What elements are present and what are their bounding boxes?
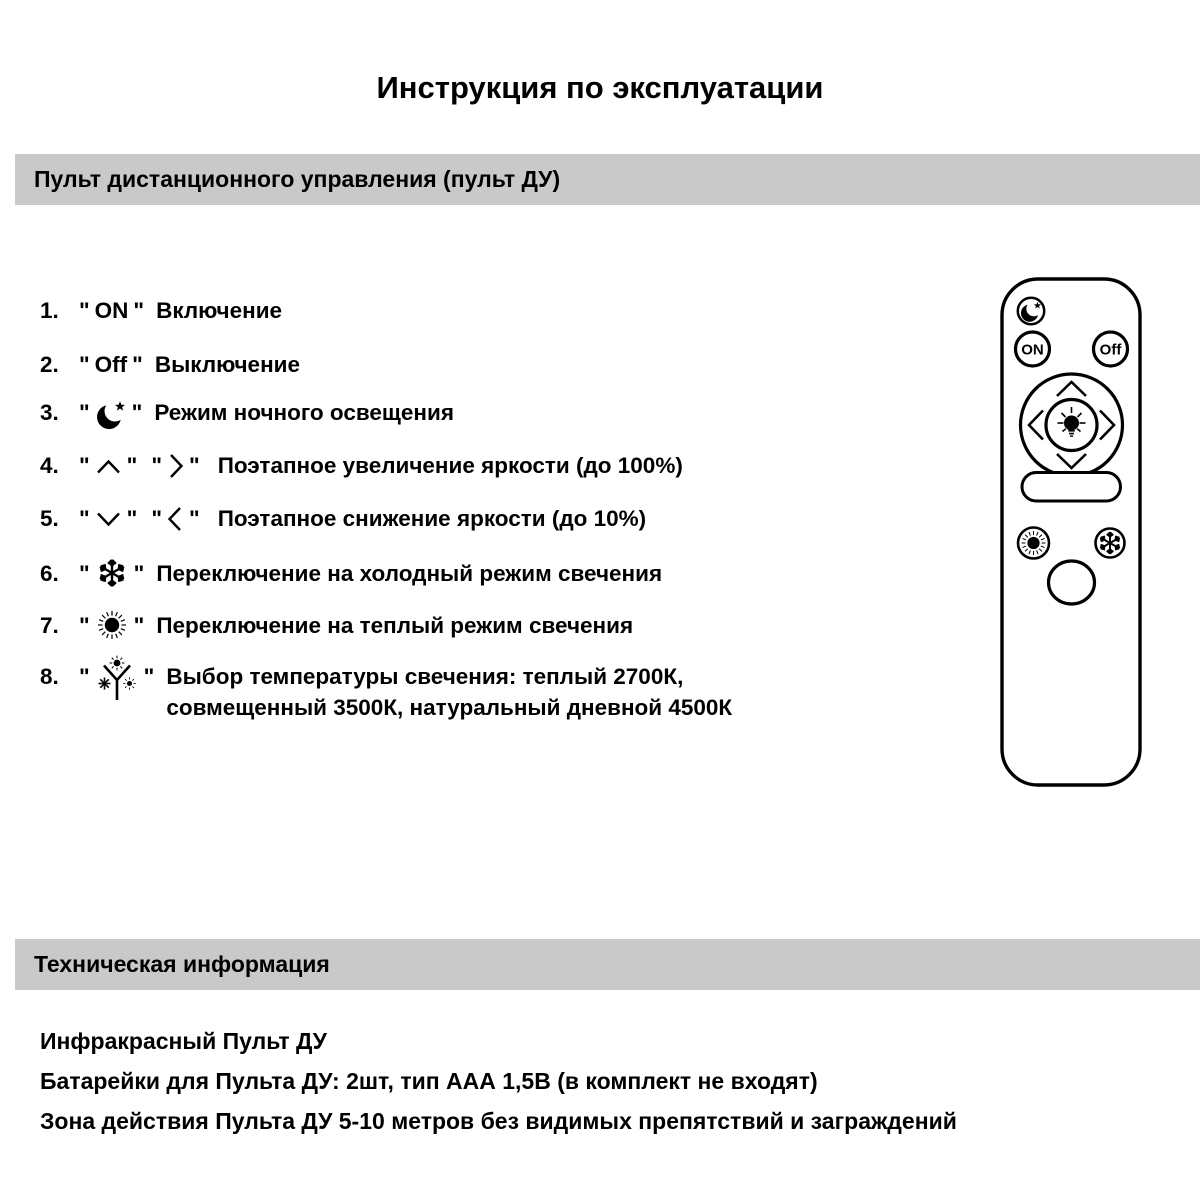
chevron-left-icon	[167, 504, 184, 534]
section-heading: Пульт дистанционного управления (пульт ДУ)	[34, 166, 561, 192]
quote-mark: "	[79, 399, 90, 425]
instruction-item-brightness-up	[40, 450, 683, 481]
item-number: 2.	[40, 352, 59, 377]
temperature-select-icon	[95, 655, 139, 703]
quote-mark: "	[79, 560, 90, 586]
on-button-label: ON	[94, 298, 129, 323]
quote-mark: "	[143, 664, 155, 689]
quote-mark: "	[132, 352, 143, 377]
section-header-tech-info	[15, 939, 1200, 990]
quote-mark: "	[133, 612, 145, 638]
tech-info-line-ir-remote: Инфракрасный Пульт ДУ	[40, 1028, 327, 1054]
remote-pill-button	[1022, 473, 1121, 502]
instruction-item-warm-mode	[40, 608, 633, 642]
sun-warm-mode-icon	[95, 608, 129, 642]
item-description: Поэтапное увеличение яркости (до 100%)	[217, 453, 683, 478]
instruction-item-night-mode	[40, 394, 454, 430]
tech-info-line-batteries: Батарейки для Пульта ДУ: 2шт, тип ААА 1,5В (в комплект не входят)	[40, 1068, 818, 1094]
quote-mark: "	[151, 506, 163, 531]
quote-mark: "	[126, 506, 138, 531]
quote-mark: "	[151, 453, 163, 478]
off-button-label: Off	[94, 352, 128, 377]
item-description-line1: Выбор температуры свечения: теплый 2700К,	[166, 664, 684, 689]
chevron-up-icon	[95, 457, 122, 475]
moon-night-mode-icon	[95, 394, 127, 430]
remote-off-button-label: Off	[1099, 341, 1122, 359]
item-description	[166, 661, 732, 723]
item-number: 1.	[40, 298, 59, 323]
item-number: 3.	[40, 399, 59, 425]
instruction-item-cold-mode	[40, 556, 662, 590]
quote-mark: "	[189, 506, 200, 531]
tech-info-line-range: Зона действия Пульта ДУ 5-10 метров без видимых препятствий и заграждений	[40, 1108, 957, 1134]
item-number: 6.	[40, 560, 59, 586]
instruction-item-on	[40, 295, 282, 326]
item-description: Режим ночного освещения	[154, 399, 454, 425]
section-heading: Техническая информация	[34, 951, 330, 977]
sun-icon	[1022, 531, 1046, 555]
remote-round-button	[1049, 561, 1095, 604]
quote-mark: "	[126, 453, 138, 478]
quote-mark: "	[79, 352, 90, 377]
page-title: Инструкция по эксплуатации	[376, 70, 824, 105]
item-description: Переключение на холодный режим свечения	[156, 560, 663, 586]
quote-mark: "	[79, 506, 90, 531]
item-description: Поэтапное снижение яркости (до 10%)	[217, 506, 647, 531]
item-number: 4.	[40, 453, 59, 478]
remote-warm-mode-button	[1018, 528, 1049, 559]
chevron-right-icon	[167, 451, 184, 481]
item-number: 7.	[40, 612, 59, 638]
remote-on-button-label: ON	[1021, 341, 1044, 359]
quote-mark: "	[79, 664, 90, 689]
quote-mark: "	[131, 399, 143, 425]
chevron-down-icon	[95, 510, 122, 528]
item-number: 5.	[40, 506, 59, 531]
item-number: 8.	[40, 664, 59, 689]
instruction-item-temperature-select	[40, 661, 732, 723]
remote-control-drawing	[999, 276, 1143, 788]
quote-mark: "	[133, 560, 145, 586]
item-description-line2: совмещенный 3500К, натуральный дневной 4500К	[166, 695, 733, 720]
snowflake-cold-mode-icon	[95, 556, 129, 590]
item-description: Включение	[156, 298, 283, 323]
quote-mark: "	[133, 298, 145, 323]
quote-mark: "	[79, 298, 90, 323]
quote-mark: "	[79, 453, 90, 478]
section-header-remote-control	[15, 154, 1200, 205]
remote-control-illustration	[999, 276, 1143, 788]
instruction-item-off	[40, 349, 300, 380]
quote-mark: "	[189, 453, 200, 478]
item-description: Выключение	[154, 352, 301, 377]
quote-mark: "	[79, 612, 90, 638]
instruction-item-brightness-down	[40, 503, 646, 534]
item-description: Переключение на теплый режим свечения	[156, 612, 634, 638]
